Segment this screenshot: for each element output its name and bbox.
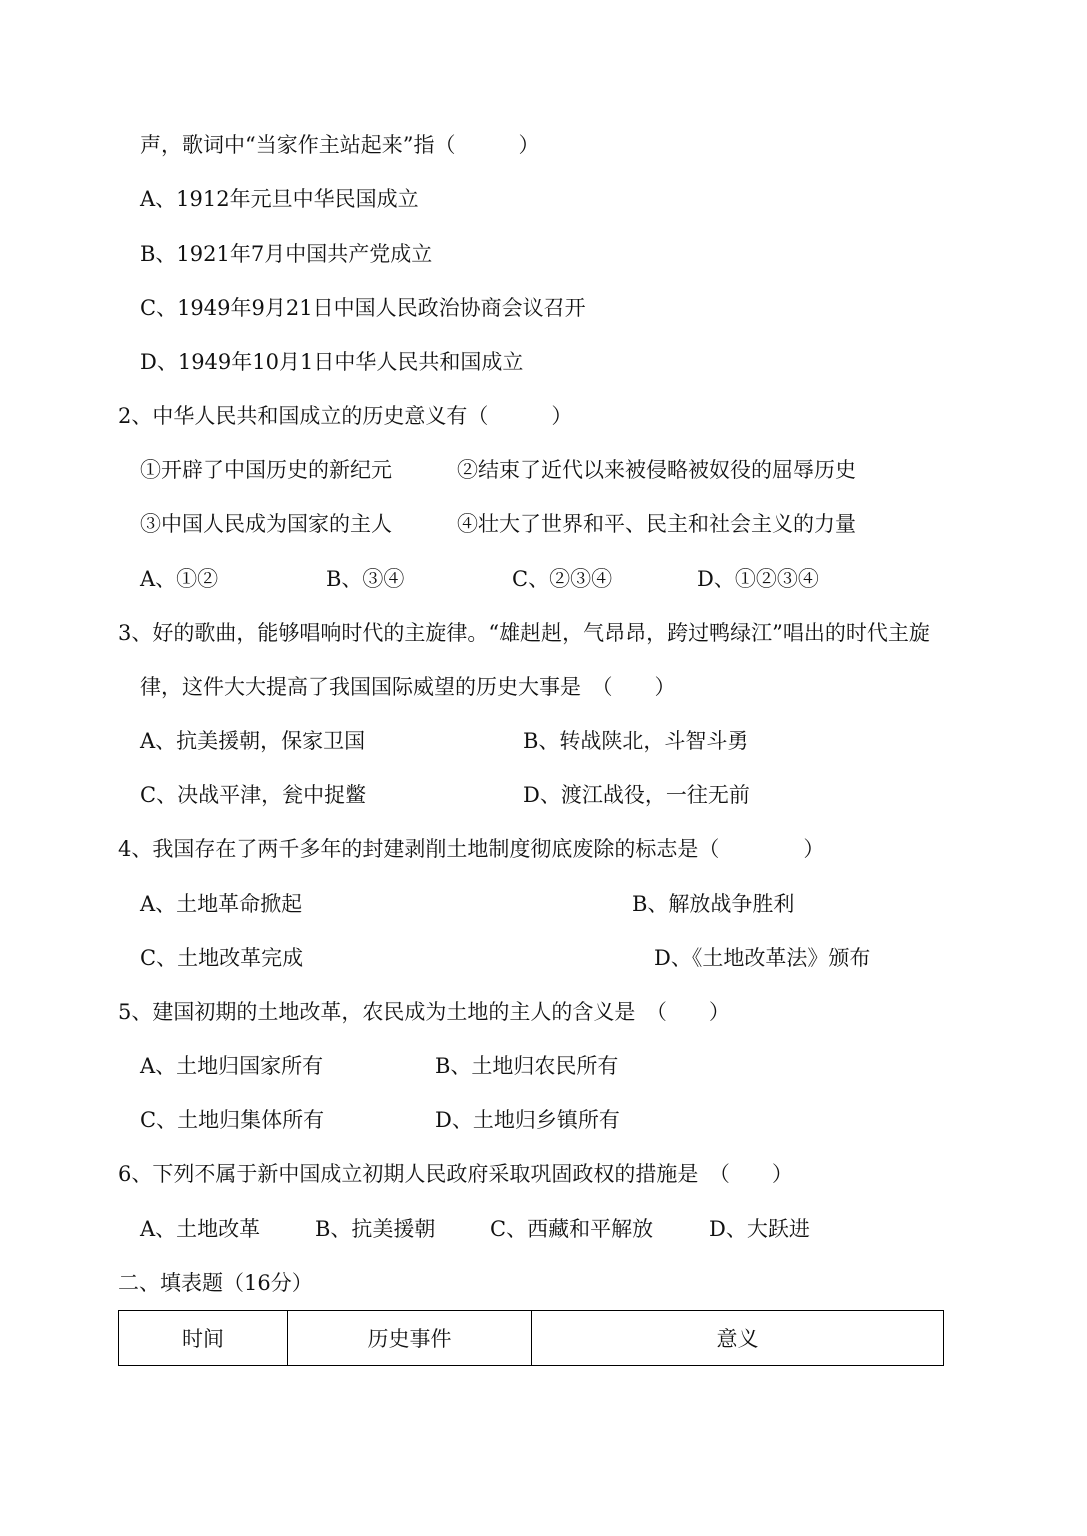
question-2-option-c: C、②③④: [512, 567, 613, 591]
question-6-option-b: B、抗美援朝: [315, 1217, 436, 1241]
question-6-stem: 6、下列不属于新中国成立初期人民政府采取巩固政权的措施是 （ ）: [118, 1162, 793, 1186]
table-header-time: 时间: [119, 1311, 288, 1366]
question-4-stem: 4、我国存在了两千多年的封建剥削土地制度彻底废除的标志是（ ）: [118, 837, 825, 861]
question-3-stem-line-1: 3、好的歌曲，能够唱响时代的主旋律。“雄赳赳，气昂昂，跨过鸭绿江”唱出的时代主旋: [118, 621, 930, 645]
question-3-option-d: D、渡江战役，一往无前: [523, 783, 750, 807]
question-2-item-4: ④壮大了世界和平、民主和社会主义的力量: [457, 512, 856, 536]
table-header-event: 历史事件: [288, 1311, 532, 1366]
question-6-option-c: C、西藏和平解放: [490, 1217, 654, 1241]
question-3-option-a: A、抗美援朝，保家卫国: [140, 729, 366, 753]
question-2-item-3: ③中国人民成为国家的主人: [140, 512, 392, 536]
question-5-option-b: B、土地归农民所有: [435, 1054, 619, 1078]
question-4-option-c: C、土地改革完成: [140, 946, 304, 970]
question-3-stem-line-2: 律，这件大大提高了我国国际威望的历史大事是 （ ）: [140, 675, 676, 699]
fill-in-table: [118, 1310, 944, 1366]
question-2-item-2: ②结束了近代以来被侵略被奴役的屈辱历史: [457, 458, 856, 482]
section-2-title: 二、填表题（16分）: [118, 1271, 313, 1295]
question-4-option-a: A、土地革命掀起: [140, 892, 303, 916]
question-4-option-b: B、解放战争胜利: [632, 892, 795, 916]
question-1-option-a: A、1912年元旦中华民国成立: [140, 187, 419, 211]
table-header-row: [119, 1311, 944, 1366]
question-2-stem: 2、中华人民共和国成立的历史意义有（ ）: [118, 404, 573, 428]
question-3-option-b: B、转战陕北，斗智斗勇: [523, 729, 749, 753]
question-5-option-c: C、土地归集体所有: [140, 1108, 325, 1132]
question-2-option-d: D、①②③④: [697, 567, 819, 591]
question-1-option-d: D、1949年10月1日中华人民共和国成立: [140, 350, 524, 374]
table-header-significance: 意义: [532, 1311, 944, 1366]
question-3-option-c: C、决战平津，瓮中捉鳖: [140, 783, 367, 807]
question-1-option-c: C、1949年9月21日中国人民政治协商会议召开: [140, 296, 586, 320]
question-5-option-a: A、土地归国家所有: [140, 1054, 324, 1078]
question-4-option-d: D、《土地改革法》颁布: [654, 946, 871, 970]
question-6-option-d: D、大跃进: [709, 1217, 810, 1241]
question-5-option-d: D、土地归乡镇所有: [435, 1108, 620, 1132]
question-1-option-b: B、1921年7月中国共产党成立: [140, 242, 433, 266]
question-2-item-1: ①开辟了中国历史的新纪元: [140, 458, 392, 482]
question-2-option-a: A、①②: [140, 567, 219, 591]
question-1-stem: 声，歌词中“当家作主站起来”指（ ）: [140, 133, 540, 157]
question-2-option-b: B、③④: [326, 567, 405, 591]
question-5-stem: 5、建国初期的土地改革，农民成为土地的主人的含义是 （ ）: [118, 1000, 730, 1024]
question-6-option-a: A、土地改革: [140, 1217, 261, 1241]
